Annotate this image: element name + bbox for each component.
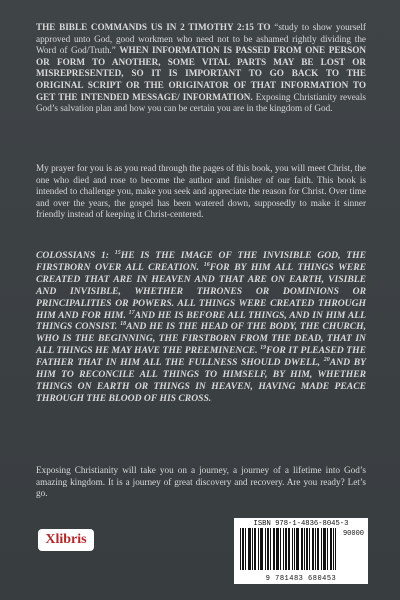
scripture-paragraph <box>36 250 366 405</box>
verse-text: AND HE IS THE HEAD OF THE BODY, THE CHURCH, WHO IS THE BEGINNING, THE FIRSTBORN FROM THE DEAD, THAT IN ALL THINGS HE MAY HAVE THE PREEMINENCE. <box>36 321 366 357</box>
scripture-reference: COLOSSIANS 1: <box>36 250 115 261</box>
price-code: 90000 <box>342 530 364 538</box>
barcode-icon <box>240 528 336 570</box>
verse-number: 19 <box>260 345 267 352</box>
publisher-logo: Xlibris <box>38 529 94 551</box>
barcode-digits: 9 781483 680453 <box>265 575 337 583</box>
verse-text: AND HE IS BEFORE ALL THINGS, AND IN HIM ALL THINGS CONSIST. <box>36 309 366 333</box>
verse-text: AND BY HIM TO RECONCILE ALL THINGS TO HIMSELF, BY HIM, WHETHER THINGS ON EARTH OR THINGS IN HEAVEN, HAVING MADE PEACE THROUGH THE BLOOD OF HIS CROSS. <box>36 357 366 404</box>
verse-number: 17 <box>128 309 135 316</box>
verse-text: FOR BY HIM ALL THINGS WERE CREATED THAT ARE IN HEAVEN AND THAT ARE ON EARTH, VISIBLE AND INVISIBLE, WHETHER THRONES OR DOMINIONS OR PRINCIPALITIES OR POWERS. ALL THINGS WERE CREATED THROUGH HIM AND FOR HIM. <box>36 261 366 321</box>
verse-text: HE IS THE IMAGE OF THE INVISIBLE GOD, THE FIRSTBORN OVER ALL CREATION. <box>36 250 366 273</box>
intro-quote: “study to show yourself approved unto God, good workmen who need not to be ashamed rightly dividing the Word of God/Truth.” <box>36 22 366 56</box>
closing-paragraph: Exposing Christianity will take you on a journey, a journey of a lifetime into God’s amazing kingdom. It is a journey of great discovery and recovery. Are you ready? Let’s go. <box>36 465 366 499</box>
verse-number: 18 <box>120 321 127 328</box>
barcode-panel <box>234 518 368 584</box>
isbn-text: ISBN 978-1-4836-8045-3 <box>253 520 349 528</box>
prayer-paragraph: My prayer for you is as you read through the pages of this book, you will meet Christ, the one who died and rose to become the author and finisher of our faith. This book is intended to challenge you, make you seek and appreciate the reason for Christ. Over time and over the years, the gospel has been watered down, supposedly to make it sinner friendly instead of keeping it Christ-centered. <box>36 163 366 220</box>
verse-number: 15 <box>114 249 121 256</box>
intro-tail: Exposing Christianity reveals God’s salvation plan and how you can be certain you are in the kingdom of God. <box>36 91 366 114</box>
intro-lead-caps: THE BIBLE COMMANDS US IN 2 TIMOTHY 2:15 TO <box>36 22 271 32</box>
intro-caps-statement: WHEN INFORMATION IS PASSED FROM ONE PERSON OR FORM TO ANOTHER, SOME VITAL PARTS MAY BE LOST OR MISREPRESENTED, SO IT IS IMPORTANT TO GO BACK TO THE ORIGINAL SCRIPT OR THE ORIGINATOR OF THAT INFORMATION TO GET THE INTENDED MESSAGE/ INFORMATION. <box>36 45 366 102</box>
verse-number: 20 <box>323 356 330 363</box>
intro-paragraph <box>36 22 366 115</box>
verse-number: 16 <box>203 261 210 268</box>
verse-text: FOR IT PLEASED THE FATHER THAT IN HIM ALL THE FULLNESS SHOULD DWELL, <box>36 345 366 369</box>
